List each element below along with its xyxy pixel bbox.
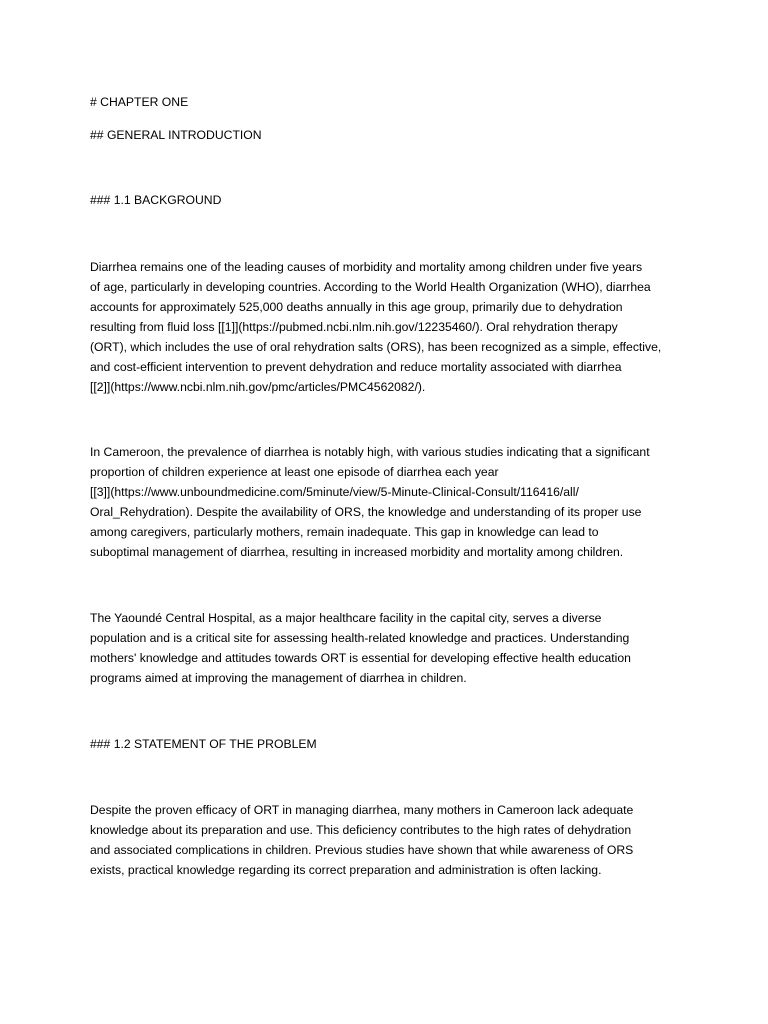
paragraph-line: mothers' knowledge and attitudes towards ORT is essential for developing effective health education	[90, 651, 631, 665]
paragraph-line: and cost-efficient intervention to prevent dehydration and reduce mortality associated with diarrhea	[90, 360, 622, 374]
paragraph-line: programs aimed at improving the management of diarrhea in children.	[90, 671, 467, 685]
paragraph-line: and associated complications in children. Previous studies have shown that while awareness of ORS	[90, 843, 634, 857]
paragraph-line: [[2]](https://www.ncbi.nlm.nih.gov/pmc/articles/PMC4562082/).	[90, 380, 426, 394]
paragraph-line: In Cameroon, the prevalence of diarrhea is notably high, with various studies indicating that a significant	[90, 445, 650, 459]
paragraph-line: among caregivers, particularly mothers, remain inadequate. This gap in knowledge can lead to	[90, 525, 599, 539]
paragraph-line: population and is a critical site for assessing health-related knowledge and practices. Understanding	[90, 631, 630, 645]
background-heading: ### 1.1 BACKGROUND	[90, 193, 222, 207]
paragraph-line: exists, practical knowledge regarding its correct preparation and administration is often lacking.	[90, 863, 602, 877]
general-introduction-heading: ## GENERAL INTRODUCTION	[90, 128, 262, 142]
paragraph-line: proportion of children experience at least one episode of diarrhea each year	[90, 465, 499, 479]
paragraph-line: Diarrhea remains one of the leading causes of morbidity and mortality among children under five years	[90, 260, 643, 274]
problem-statement-heading: ### 1.2 STATEMENT OF THE PROBLEM	[90, 737, 317, 751]
paragraph-line: (ORT), which includes the use of oral rehydration salts (ORS), has been recognized as a simple, effective,	[90, 340, 662, 354]
chapter-heading: # CHAPTER ONE	[90, 95, 189, 109]
paragraph-line: suboptimal management of diarrhea, resulting in increased morbidity and mortality among children.	[90, 545, 624, 559]
paragraph-line: resulting from fluid loss [[1]](https://pubmed.ncbi.nlm.nih.gov/12235460/). Oral rehydration therapy	[90, 320, 618, 334]
paragraph-line: of age, particularly in developing countries. According to the World Health Organization (WHO), diarrhea	[90, 280, 651, 294]
paragraph-line: Oral_Rehydration). Despite the availability of ORS, the knowledge and understanding of its proper use	[90, 505, 642, 519]
paragraph-line: accounts for approximately 525,000 deaths annually in this age group, primarily due to dehydration	[90, 300, 623, 314]
paragraph-line: [[3]](https://www.unboundmedicine.com/5minute/view/5-Minute-Clinical-Consult/116416/all/	[90, 485, 579, 499]
paragraph-line: The Yaoundé Central Hospital, as a major healthcare facility in the capital city, serves a diverse	[90, 611, 602, 625]
paragraph-line: Despite the proven efficacy of ORT in managing diarrhea, many mothers in Cameroon lack adequate	[90, 803, 634, 817]
paragraph-line: knowledge about its preparation and use. This deficiency contributes to the high rates of dehydration	[90, 823, 632, 837]
